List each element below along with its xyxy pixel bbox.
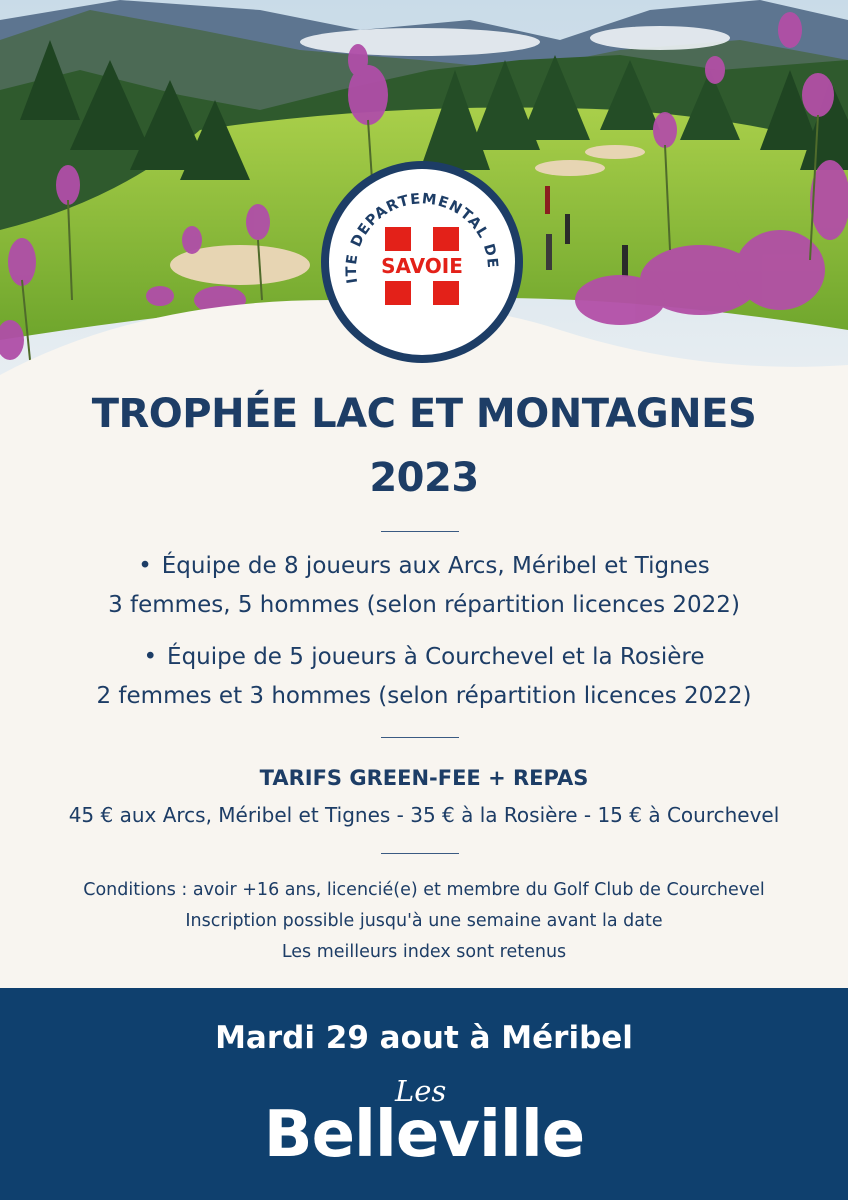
title-line-1: TROPHÉE LAC ET MONTAGNES <box>91 391 757 437</box>
divider-3 <box>381 853 459 854</box>
tarifs-text: 45 € aux Arcs, Méribel et Tignes - 35 € à la Rosière - 15 € à Courchevel <box>68 803 780 827</box>
conditions-line-2: Inscription possible jusqu'à une semaine avant la date <box>185 911 663 931</box>
logo-center-text: SAVOIE <box>381 254 463 278</box>
tarifs-title: TARIFS GREEN-FEE + REPAS <box>259 766 589 790</box>
divider-2 <box>381 737 459 738</box>
team-2-line-2: 2 femmes et 3 hommes (selon répartition licences 2022) <box>96 683 752 709</box>
poster-title <box>0 382 848 510</box>
brand-logo: Belleville <box>263 1098 585 1172</box>
bullet-dot: • <box>143 644 158 670</box>
title-year: 2023 <box>369 455 479 501</box>
conditions-line-3: Les meilleurs index sont retenus <box>281 942 567 962</box>
team-2-text: Équipe de 5 joueurs à Courchevel et la Rosière <box>167 644 705 670</box>
savoie-golf-logo <box>319 159 525 365</box>
event-date: Mardi 29 aout à Méribel <box>215 1020 633 1056</box>
team-1-text: Équipe de 8 joueurs aux Arcs, Méribel et Tignes <box>161 553 710 579</box>
logo-ring-text: ITE DEPARTEMENTAL DE <box>343 191 501 285</box>
logo-emblem <box>319 159 525 365</box>
conditions-line-1: Conditions : avoir +16 ans, licencié(e) et membre du Golf Club de Courchevel <box>83 880 765 900</box>
team-1-line-1 <box>0 553 848 579</box>
team-2-line-1 <box>0 644 848 670</box>
divider-1 <box>381 531 459 532</box>
team-1-line-2: 3 femmes, 5 hommes (selon répartition licences 2022) <box>108 592 740 618</box>
bullet-dot: • <box>138 553 152 579</box>
brand-script: Les <box>395 1074 447 1108</box>
